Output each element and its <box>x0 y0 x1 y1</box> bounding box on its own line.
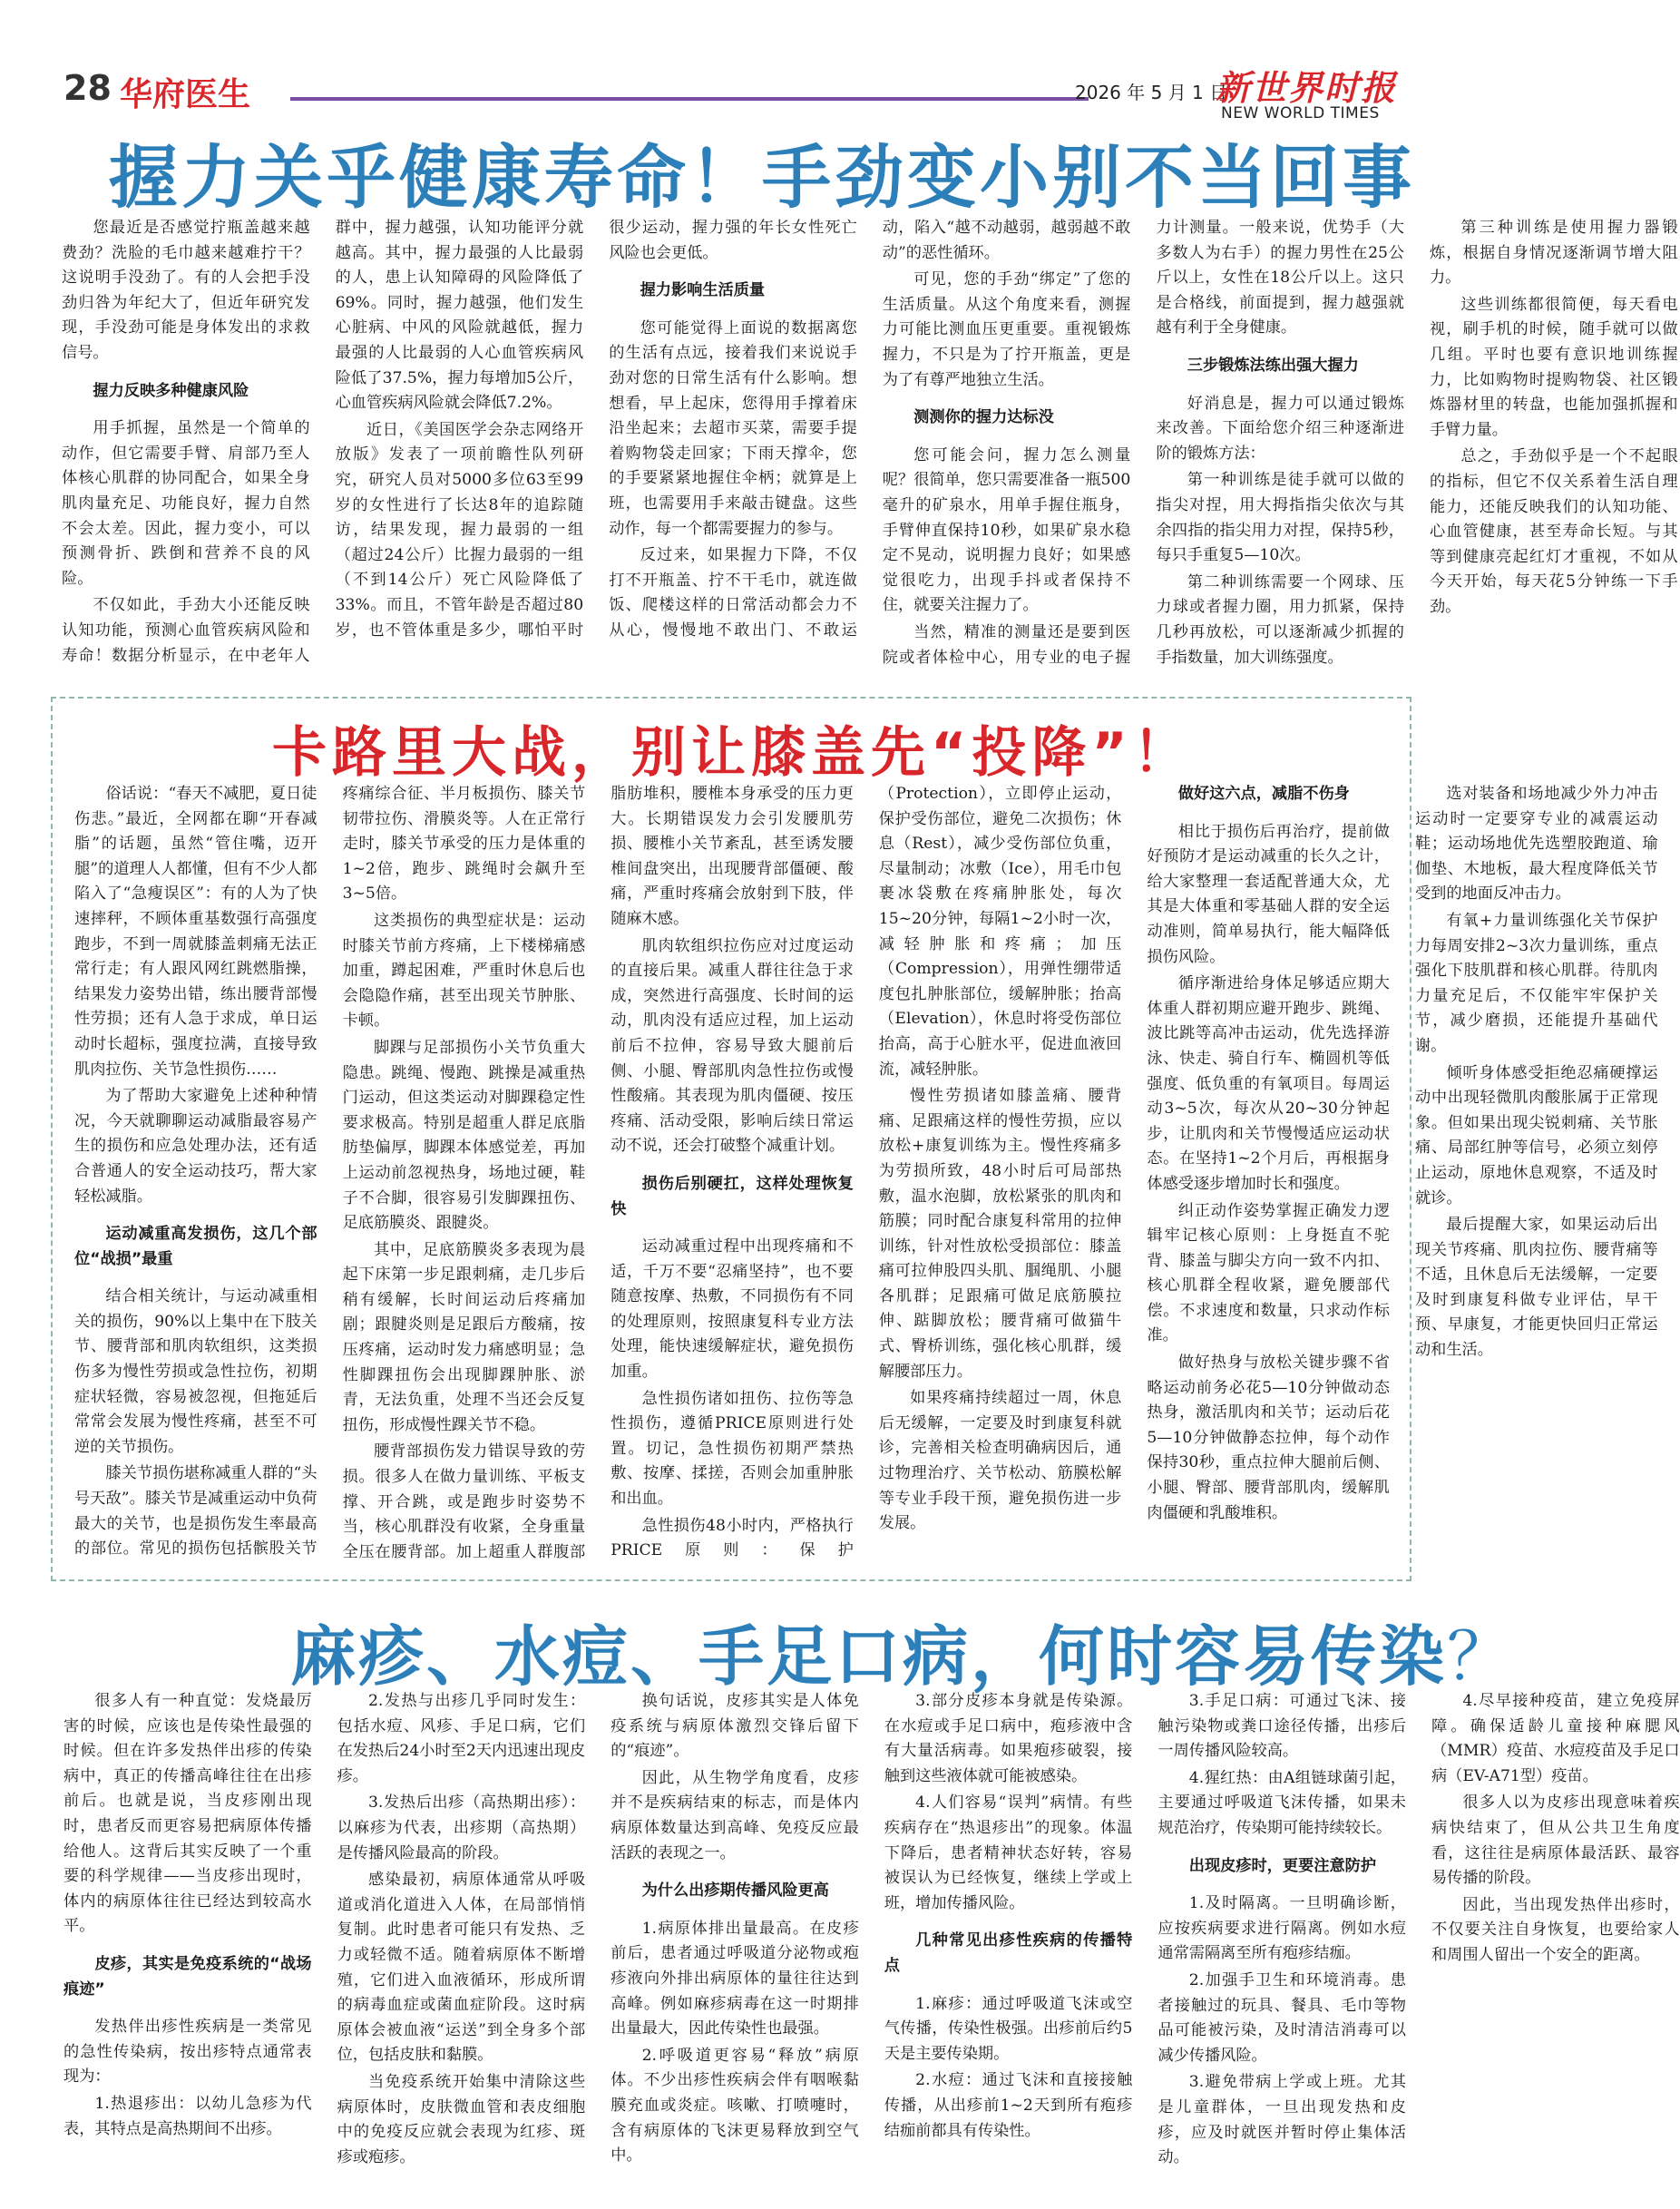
paragraph: 您可能会问，握力怎么测量呢？很简单，您只需要准备一瓶500毫升的矿泉水，用单手握住瓶身，手臂伸直保持10秒，如果矿泉水稳定不晃动，说明握力良好；如果感觉很吃力，出现手抖或者保持不住，就要关注握力了。 <box>882 445 1131 615</box>
paragraph: 腰背部损伤发力错误导致的劳损。很多人在做力量训练、平板支撑、开合跳，或是跑步时姿势不当，核心肌群没有收紧，全身重量全压在腰背部。加上超重人群腹部脂肪堆积，腰椎本身承受的压力更大。长期错误发力会引发腰肌劳损、腰椎小关节紊乱，甚至诱发腰椎间盘突出，出现腰背部僵硬、酸痛，严重时疼痛会放射到下肢，伴随麻木感。 <box>342 785 854 1561</box>
paragraph: 第二种训练需要一个网球、压力球或者握力圈，用力抓紧，保持几秒再放松，可以逐渐减少抓握的手指数量，加大训练强度。 <box>1156 572 1404 667</box>
paragraph: 做好热身与放松关键步骤不省略运动前务必花5—10分钟做动态热身，激活肌肉和关节；运动后花5—10分钟做静态拉伸，每个动作保持30秒，重点拉伸大腿前后侧、小腿、臀部、腰背部肌肉，缓解肌肉僵硬和乳酸堆积。 <box>1147 1354 1390 1522</box>
subheading: 损伤后别硬扛，这样处理恢复快 <box>610 1174 854 1218</box>
subheading: 握力反映多种健康风险 <box>93 381 249 400</box>
paragraph: 3.部分皮疹本身就是传染源。在水痘或手足口病中，疱疹液中含有大量活病毒。如果疱疹破裂，接触到这些液体就可能被感染。 <box>884 1692 1133 1785</box>
paragraph: 脚踝与足部损伤小关节负重大隐患。跳绳、慢跑、跳操是减重热门运动，但这类运动对脚踝稳定性要求极高。特别是超重人群足底脂肪垫偏厚，脚踝本体感觉差，再加上运动前忽视热身，场地过硬，鞋子不合脚，很容易引发脚踝扭伤、足底筋膜炎、跟腱炎。 <box>342 1038 586 1233</box>
paragraph: 3.手足口病：可通过飞沫、接触污染物或粪口途径传播，出疹后一周传播风险较高。 <box>1157 1692 1406 1761</box>
paragraph: 运动减重过程中出现疼痛和不适，千万不要“忍痛坚持”，也不要随意按摩、热敷，不同损伤有不同的处理原则，按照康复科专业方法处理，能快速缓解症状，避免损伤加重。 <box>610 1237 854 1382</box>
paragraph: 其中，足底筋膜炎多表现为晨起下床第一步足跟刺痛，走几步后稍有缓解，长时间运动后疼痛加剧；跟腱炎则是足跟后方酸痛，按压疼痛，运动时发力痛感明显；急性脚踝扭伤会出现脚踝肿胀、淤青，无法负重，处理不当还会反复扭伤，形成慢性踝关节不稳。 <box>342 1240 586 1434</box>
paragraph: 这类损伤的典型症状是：运动时膝关节前方疼痛，上下楼梯痛感加重，蹲起困难，严重时休息后也会隐隐作痛，甚至出现关节肿胀、卡顿。 <box>342 911 586 1031</box>
paragraph: 当免疫系统开始集中清除这些病原体时，皮肤微血管和表皮细胞中的免疫反应就会表现为红疹、斑疹或疱疹。 <box>337 2072 586 2166</box>
paragraph: 很多人有一种直觉：发烧最厉害的时候，应该也是传染性最强的时候。但在许多发热伴出疹的传染病中，真正的传播高峰往往在出疹前后。也就是说，当皮疹刚出现时，患者反而更容易把病原体传播给他人。这背后其实反映了一个重要的科学规律——当皮疹出现时，体内的病原体往往已经达到较高水平。 <box>63 1692 312 1936</box>
paragraph: 1.病原体排出量最高。在皮疹前后，患者通过呼吸道分泌物或疱疹液向外排出病原体的量往往达到高峰。例如麻疹病毒在这一时期排出量最大，因此传染性也最强。 <box>610 1919 859 2038</box>
paragraph: 用手抓握，虽然是一个简单的动作，但它需要手臂、肩部乃至人体核心肌群的协同配合，如果全身肌肉量充足、功能良好，握力自然不会太差。因此，握力变小，可以预测骨折、跌倒和营养不良的风险。 <box>62 419 310 588</box>
subheading: 几种常见出疹性疾病的传播特点 <box>884 1931 1133 1975</box>
paragraph: 因此，从生物学角度看，皮疹并不是疾病结束的标志，而是体内病原体数量达到高峰、免疫反应最活跃的表现之一。 <box>610 1768 859 1862</box>
subheading: 握力影响生活质量 <box>640 281 766 300</box>
paragraph: 如果疼痛持续超过一周，休息后无缓解，一定要及时到康复科就诊，完善相关检查明确病因后，通过物理治疗、关节松动、筋膜松解等专业手段干预，避免损伤进一步发展。 <box>878 1389 1122 1533</box>
article3-title <box>290 1604 1515 1698</box>
paragraph: 可见，您的手劲“绑定”了您的生活质量。从这个角度来看，测握力可能比测血压更重要。重视锻炼握力，不只是为了拧开瓶盖，更是为了有尊严地独立生活。 <box>882 270 1131 389</box>
paragraph: 肌肉软组织拉伤应对过度运动的直接后果。减重人群往往急于求成，突然进行高强度、长时间的运动，肌肉没有适应过程，加上运动前后不拉伸，容易导致大腿前后侧、小腿、臀部肌肉急性拉伤或慢性酸痛。其表现为肌肉僵硬、按压疼痛、活动受限，影响后续日常运动不说，还会打破整个减重计划。 <box>610 936 854 1156</box>
paragraph: 1.及时隔离。一旦明确诊断，应按疾病要求进行隔离。例如水痘通常需隔离至所有疱疹结痂。 <box>1157 1894 1406 1963</box>
page-number: 28 <box>63 68 112 108</box>
subheading: 三步锻炼法练出强大握力 <box>1187 356 1359 375</box>
paragraph: 为了帮助大家避免上述种种情况，今天就聊聊运动减脂最容易产生的损伤和应急处理办法，还有适合普通人的安全运动技巧，帮大家轻松减脂。 <box>74 1087 317 1206</box>
paragraph: 3.发热后出疹（高热期出疹）：以麻疹为代表，出疹期（高热期）是传播风险最高的阶段。 <box>337 1794 586 1862</box>
subheading: 测测你的握力达标没 <box>913 408 1054 427</box>
paragraph: 感染最初，病原体通常从呼吸道或消化道进入人体，在局部悄悄复制。此时患者可能只有发热、乏力或轻微不适。随着病原体不断增殖，它们进入血液循环，形成所谓的病毒血症或菌血症阶段。这时病原体会被血液“运送”到全身多个部位，包括皮肤和黏膜。 <box>337 1871 586 2065</box>
page-header <box>0 0 1460 136</box>
paragraph: 2.加强手卫生和环境消毒。患者接触过的玩具、餐具、毛巾等物品可能被污染，及时清洁消毒可以减少传播风险。 <box>1157 1970 1406 2065</box>
paragraph: 当然，精准的测量还是要到医院或者体检中心，用专业的电子握力计测量。一般来说，优势手（大多数人为右手）的握力男性在25公斤以上，女性在18公斤以上。这只是合格线，前面提到，握力越强就越有利于全身健康。 <box>882 219 1404 667</box>
paragraph: 因此，当出现发热伴出疹时，不仅要关注自身恢复，也要给家人和周围人留出一个安全的距离。 <box>1431 1895 1680 1964</box>
paragraph: 慢性劳损诸如膝盖痛、腰背痛、足跟痛这样的慢性劳损，应以放松+康复训练为主。慢性疼痛多为劳损所致，48小时后可局部热敷，温水泡脚，放松紧张的肌肉和筋膜；同时配合康复科常用的拉伸训练，针对性放松受损部位：膝盖痛可拉伸股四头肌、腘绳肌、小腿各肌群；足跟痛可做足底筋膜拉伸、踮脚放松；腰背痛可做猫牛式、臀桥训练，强化核心肌群，缓解腰部压力。 <box>878 1087 1122 1381</box>
subheading: 皮疹，其实是免疫系统的“战场痕迹” <box>63 1954 312 1999</box>
paragraph: 好消息是，握力可以通过锻炼来改善。下面给您介绍三种逐渐进阶的锻炼方法： <box>1156 394 1404 463</box>
paragraph: 发热伴出疹性疾病是一类常见的急性传染病，按出疹特点通常表现为： <box>63 2018 312 2087</box>
paragraph: 换句话说，皮疹其实是人体免疫系统与病原体激烈交锋后留下的“痕迹”。 <box>610 1692 859 1761</box>
paragraph: 急性损伤48小时内，严格执行PRICE原则：保护（Protection），立即停止运动，保护受伤部位，避免二次损伤；休息（Rest），减少受伤部位负重，尽量制动；冰敷（Ice），用毛巾包裹冰袋敷在疼痛肿胀处，每次15~20分钟，每隔1~2小时一次，减轻肿胀和疼痛；加压（Compression），用弹性绷带适度包扎肿胀部位，缓解肿胀；抬高（Elevation），休息时将受伤部位抬高，高于心脏水平，促进血液回流，减轻肿胀。 <box>610 785 1122 1560</box>
paragraph: 急性损伤诸如扭伤、拉伤等急性损伤，遵循PRICE原则进行处置。切记，急性损伤初期严禁热敷、按摩、揉搓，否则会加重肿胀和出血。 <box>610 1389 854 1509</box>
paragraph: 很多人以为皮疹出现意味着疾病快结束了，但从公共卫生角度看，这往往是病原体最活跃、最容易传播的阶段。 <box>1431 1794 1680 1888</box>
paragraph: 4.人们容易“误判”病情。有些疾病存在“热退疹出”的现象。体温下降后，患者精神状态好转，容易被误认为已经恢复，继续上学或上班，增加传播风险。 <box>884 1794 1133 1912</box>
subheading: 做好这六点，减脂不伤身 <box>1177 785 1350 803</box>
paragraph: 总之，手劲似乎是一个不起眼的指标，但它不仅关系着生活自理能力，还能反映我们的认知功能、心血管健康，甚至寿命长短。与其等到健康亮起红灯才重视，不如从今天开始，每天花5分钟练一下手劲。 <box>1429 447 1678 616</box>
paragraph: 您可能觉得上面说的数据离您的生活有点远，接着我们来说说手劲对您的日常生活有什么影响。想想看，早上起床，您得用手撑着床沿坐起来；去超市买菜，需要手提着购物袋走回家；下雨天撑伞，您的手要紧紧地握住伞柄；就算是上班，也需要用手来敲击键盘。这些动作，每一个都需要握力的参与。 <box>609 318 857 538</box>
article2-body <box>74 782 1658 1571</box>
section-title: 华府医生 <box>120 76 251 113</box>
article1-body <box>62 216 1678 679</box>
subheading: 运动减重高发损伤，这几个部位“战损”最重 <box>74 1225 317 1268</box>
paragraph: 纠正动作姿势掌握正确发力逻辑牢记核心原则：上身挺直不驼背、膝盖与脚尖方向一致不内扣、核心肌群全程收紧，避免腰部代偿。不求速度和数量，只求动作标准。 <box>1147 1201 1390 1345</box>
paragraph: 第一种训练是徒手就可以做的指尖对捏，用大拇指指尖依次与其余四指的指尖用力对捏，保持5秒，每只手重复5—10次。 <box>1156 471 1404 565</box>
paragraph: 反过来，如果握力下降，不仅打不开瓶盖、拧不干毛巾，就连做饭、爬楼这样的日常活动都会力不从心，慢慢地不敢出门、不敢运动，陷入“越不动越弱，越弱越不敢动”的恶性循环。 <box>609 219 1131 640</box>
paragraph: 近日，《美国医学会杂志网络开放版》发表了一项前瞻性队列研究，研究人员对5000多位63至99岁的女性进行了长达8年的追踪随访，结果发现，握力最弱的一组（超过24公斤）比握力最弱的一组（不到14公斤）死亡风险降低了33%。而且，不管年龄是否超过80岁，也不管体重是多少，哪怕平时很少运动，握力强的年长女性死亡风险也会更低。 <box>335 219 857 640</box>
paragraph: 最后提醒大家，如果运动后出现关节疼痛、肌肉拉伤、腰背痛等不适，且休息后无法缓解，一定要及时到康复科做专业评估，早干预、早康复，才能更快回归正常运动和生活。 <box>1414 1216 1658 1360</box>
paragraph: 相比于损伤后再治疗，提前做好预防才是运动减重的长久之计，给大家整理一套适配普通大众，尤其是大体重和零基础人群的安全运动准则，简单易执行，能大幅降低损伤风险。 <box>1147 822 1390 966</box>
masthead-logo: 新世界时报 <box>1216 67 1398 108</box>
article3-title-mark: ？ <box>1447 1618 1516 1695</box>
paragraph: 有氧+力量训练强化关节保护力每周安排2~3次力量训练，重点强化下肢肌群和核心肌群。待肌肉力量充足后，不仅能牢牢保护关节，减少磨损，还能提升基础代谢。 <box>1414 911 1658 1055</box>
paragraph: 第三种训练是使用握力器锻炼，根据自身情况逐渐调节增大阻力。 <box>1429 219 1678 288</box>
article1-title: 握力关乎健康寿命！手劲变小别不当回事 <box>109 137 1415 218</box>
paragraph: 这些训练都很简便，每天看电视，刷手机的时候，随手就可以做几组。平时也要有意识地训练握力，比如购物时提购物袋、社区锻炼器材里的转盘，也能加强抓握和手臂力量。 <box>1429 295 1678 439</box>
article3-title-text: 麻疹、水痘、手足口病，何时容易传染 <box>290 1618 1448 1695</box>
paragraph: 4.猩红热：由A组链球菌引起，主要通过呼吸道飞沫传播，如果未规范治疗，传染期可能持续较长。 <box>1157 1768 1406 1837</box>
paragraph: 2.呼吸道更容易“释放”病原体。不少出疹性疾病会伴有咽喉黏膜充血或炎症。咳嗽、打喷嚏时，含有病原体的飞沫更易释放到空气中。 <box>610 2046 859 2165</box>
article3-body <box>63 1689 1680 2184</box>
issue-date: 2026 年 5 月 1 日 <box>1075 82 1228 103</box>
article2-title: 卡路里大战，别让膝盖先“投降”！ <box>272 721 1193 785</box>
paragraph: 4.尽早接种疫苗，建立免疫屏障。确保适龄儿童接种麻腮风（MMR）疫苗、水痘疫苗及手足口病（EV-A71型）疫苗。 <box>1431 1692 1680 1785</box>
paragraph: 循序渐进给身体足够适应期大体重人群初期应避开跑步、跳绳、波比跳等高冲击运动，优先选择游泳、快走、骑自行车、椭圆机等低强度、低负重的有氧项目。每周运动3~5次，每次从20~30分钟起步，让肌肉和关节慢慢适应运动状态。在坚持1~2个月后，再根据身体感受逐步增加时长和强度。 <box>1147 974 1390 1193</box>
paragraph: 2.发热与出疹几乎同时发生：包括水痘、风疹、手足口病，它们在发热后24小时至2天内迅速出现皮疹。 <box>337 1692 586 1785</box>
paragraph: 1.麻疹：通过呼吸道飞沫或空气传播，传染性极强。出疹前后约5天是主要传染期。 <box>884 1994 1133 2063</box>
paragraph: 不仅如此，手劲大小还能反映认知功能，预测心血管疾病风险和寿命！数据分析显示，在中老年人群中，握力越强，认知功能评分就越高。其中，握力最强的人比最弱的人，患上认知障碍的风险降低了69%。同时，握力越强，他们发生心脏病、中风的风险就越低，握力最强的人比最弱的人心血管疾病风险低了37.5%，握力每增加5公斤，心血管疾病风险就会降低7.2%。 <box>62 219 584 665</box>
subheading: 为什么出疹期传播风险更高 <box>641 1882 829 1901</box>
paragraph: 膝关节损伤堪称减重人群的“头号天敌”。膝关节是减重运动中负荷最大的关节，也是损伤发生率最高的部位。常见的损伤包括髌股关节疼痛综合征、半月板损伤、膝关节韧带拉伤、滑膜炎等。人在正常行走时，膝关节承受的压力是体重的1~2倍，跑步、跳绳时会飙升至3~5倍。 <box>74 785 586 1559</box>
paragraph: 俗话说：“春天不减肥，夏日徒伤悲。”最近，全网都在聊“开春减脂”的话题，虽然“管住嘴，迈开腿”的道理人人都懂，但有不少人都陷入了“急瘦误区”：有的人为了快速摔秤，不顾体重基数强行高强度跑步，不到一周就膝盖刺痛无法正常行走；有人跟风网红跳燃脂操，结果发力姿势出错，练出腰背部慢性劳损；还有人急于求成，单日运动时长超标，强度拉满，直接导致肌肉拉伤、关节急性损伤…… <box>74 785 317 1079</box>
paragraph: 倾听身体感受拒绝忍痛硬撑运动中出现轻微肌肉酸胀属于正常现象。但如果出现尖锐刺痛、关节胀痛、局部红肿等信号，必须立刻停止运动，原地休息观察，不适及时就诊。 <box>1414 1063 1658 1207</box>
paragraph: 3.避免带病上学或上班。尤其是儿童群体，一旦出现发热和皮疹，应及时就医并暂时停止集体活动。 <box>1157 2073 1406 2167</box>
paragraph: 结合相关统计，与运动减重相关的损伤，90%以上集中在下肢关节、腰背部和肌肉软组织，这类损伤多为慢性劳损或急性拉伤，初期症状轻微，容易被忽视，但拖延后常常会发展为慢性疼痛，甚至不可逆的关节损伤。 <box>74 1287 317 1456</box>
paragraph: 选对装备和场地减少外力冲击运动时一定要穿专业的减震运动鞋；运动场地优先选塑胶跑道、瑜伽垫、木地板，最大程度降低关节受到的地面反冲击力。 <box>1414 785 1658 904</box>
paragraph: 2.水痘：通过飞沫和直接接触传播，从出疹前1~2天到所有疱疹结痂前都具有传染性。 <box>884 2071 1133 2140</box>
subheading: 出现皮疹时，更要注意防护 <box>1188 1856 1377 1875</box>
paragraph: 1.热退疹出：以幼儿急疹为代表，其特点是高热期间不出疹。 <box>63 2094 312 2138</box>
paragraph: 您最近是否感觉拧瓶盖越来越费劲？洗脸的毛巾越来越难拧干？这说明手没劲了。有的人会把手没劲归咎为年纪大了，但近年研究发现，手没劲可能是身体发出的求救信号。 <box>62 219 310 362</box>
header-divider <box>290 97 1089 101</box>
masthead-logo-en: NEW WORLD TIMES <box>1221 104 1380 122</box>
